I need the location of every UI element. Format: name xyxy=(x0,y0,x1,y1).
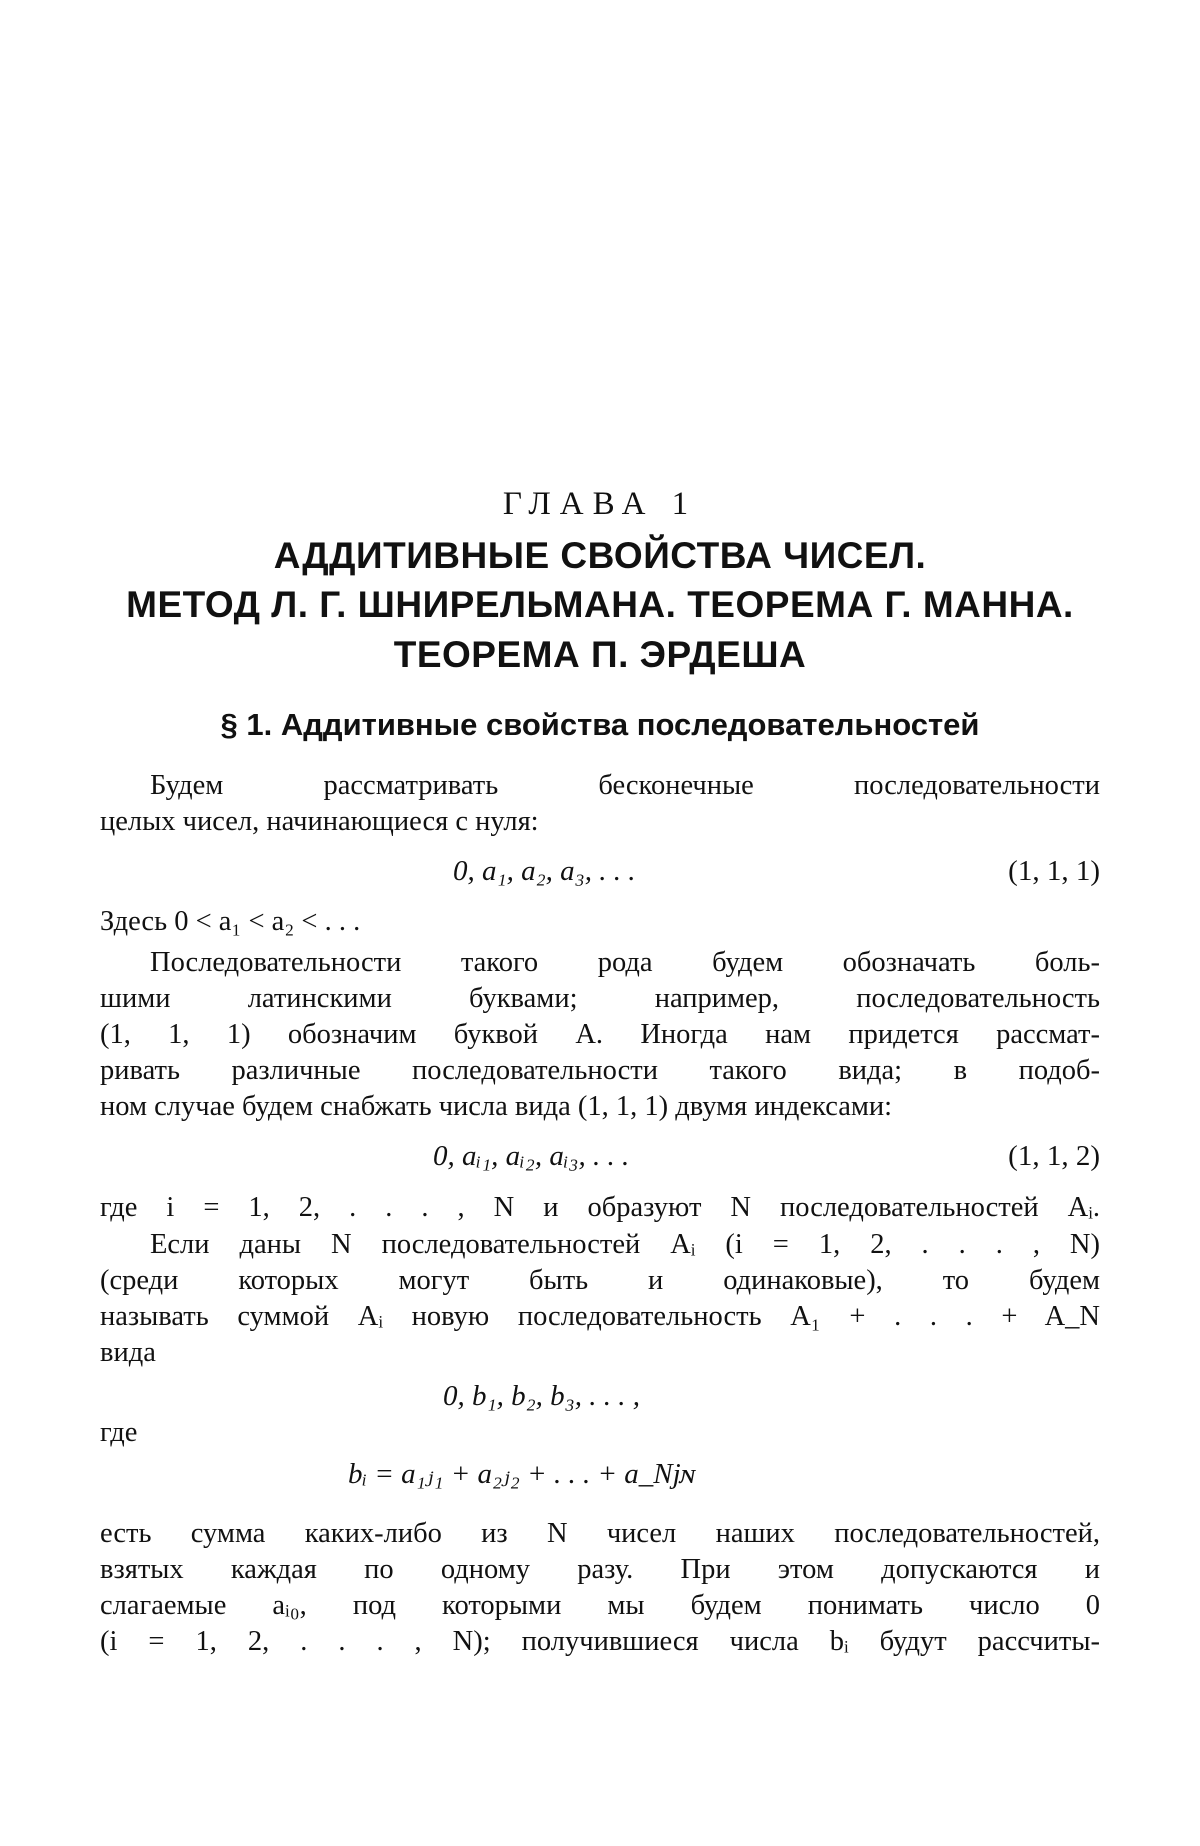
paragraph-line: взятых каждая по одному разу. При этом допускаются и xyxy=(100,1554,1100,1585)
paragraph-line: Здесь 0 < a₁ < a₂ < . . . xyxy=(100,906,361,937)
section-heading: § 1. Аддитивные свойства последовательностей xyxy=(220,707,980,742)
equation-b-i: bᵢ = a₁ⱼ₁ + a₂ⱼ₂ + . . . + a_Njɴ xyxy=(348,1458,696,1490)
paragraph-line: Если даны N последовательностей Aᵢ (i = 1, 2, . . . , N) xyxy=(150,1229,1100,1260)
chapter-title-line-2: МЕТОД Л. Г. ШНИРЕЛЬМАНА. ТЕОРЕМА Г. МАННА. xyxy=(126,584,1074,625)
paragraph-line: слагаемые aᵢ₀, под которыми мы будем понимать число 0 xyxy=(100,1590,1100,1621)
paragraph-line: ном случае будем снабжать числа вида (1, 1, 1) двумя индексами: xyxy=(100,1091,893,1122)
paragraph-line: Будем рассматривать бесконечные последовательности xyxy=(150,770,1100,801)
equation-number: (1, 1, 2) xyxy=(1008,1140,1100,1172)
paragraph-line: ривать различные последовательности такого вида; в подоб- xyxy=(100,1055,1100,1086)
equation-1-1-2: 0, aᵢ₁, aᵢ₂, aᵢ₃, . . . xyxy=(433,1140,630,1172)
paragraph-line: где i = 1, 2, . . . , N и образуют N последовательностей Aᵢ. xyxy=(100,1192,1100,1223)
equation-number: (1, 1, 1) xyxy=(1008,855,1100,887)
paragraph-line: где xyxy=(100,1417,138,1448)
paragraph-line: Последовательности такого рода будем обозначать боль- xyxy=(150,947,1100,978)
chapter-heading: ГЛАВА 1 xyxy=(502,486,698,522)
chapter-title-line-1: АДДИТИВНЫЕ СВОЙСТВА ЧИСЕЛ. xyxy=(273,535,927,576)
paragraph-line: вида xyxy=(100,1337,156,1368)
paragraph-line: есть сумма каких-либо из N чисел наших последовательностей, xyxy=(100,1518,1100,1549)
paragraph-line: (1, 1, 1) обозначим буквой A. Иногда нам придется рассмат- xyxy=(100,1019,1100,1050)
equation-1-1-1: 0, a₁, a₂, a₃, . . . xyxy=(453,855,636,887)
equation-b-sequence: 0, b₁, b₂, b₃, . . . , xyxy=(443,1380,640,1412)
chapter-title-line-3: ТЕОРЕМА П. ЭРДЕША xyxy=(393,634,807,675)
paragraph-line: целых чисел, начинающиеся с нуля: xyxy=(100,806,539,837)
paragraph-line: (i = 1, 2, . . . , N); получившиеся числа bᵢ будут рассчиты- xyxy=(100,1626,1100,1657)
paragraph-line: называть суммой Aᵢ новую последовательность A₁ + . . . + A_N xyxy=(100,1301,1100,1332)
paragraph-line: шими латинскими буквами; например, последовательность xyxy=(100,983,1100,1014)
paragraph-line: (среди которых могут быть и одинаковые), то будем xyxy=(100,1265,1100,1296)
